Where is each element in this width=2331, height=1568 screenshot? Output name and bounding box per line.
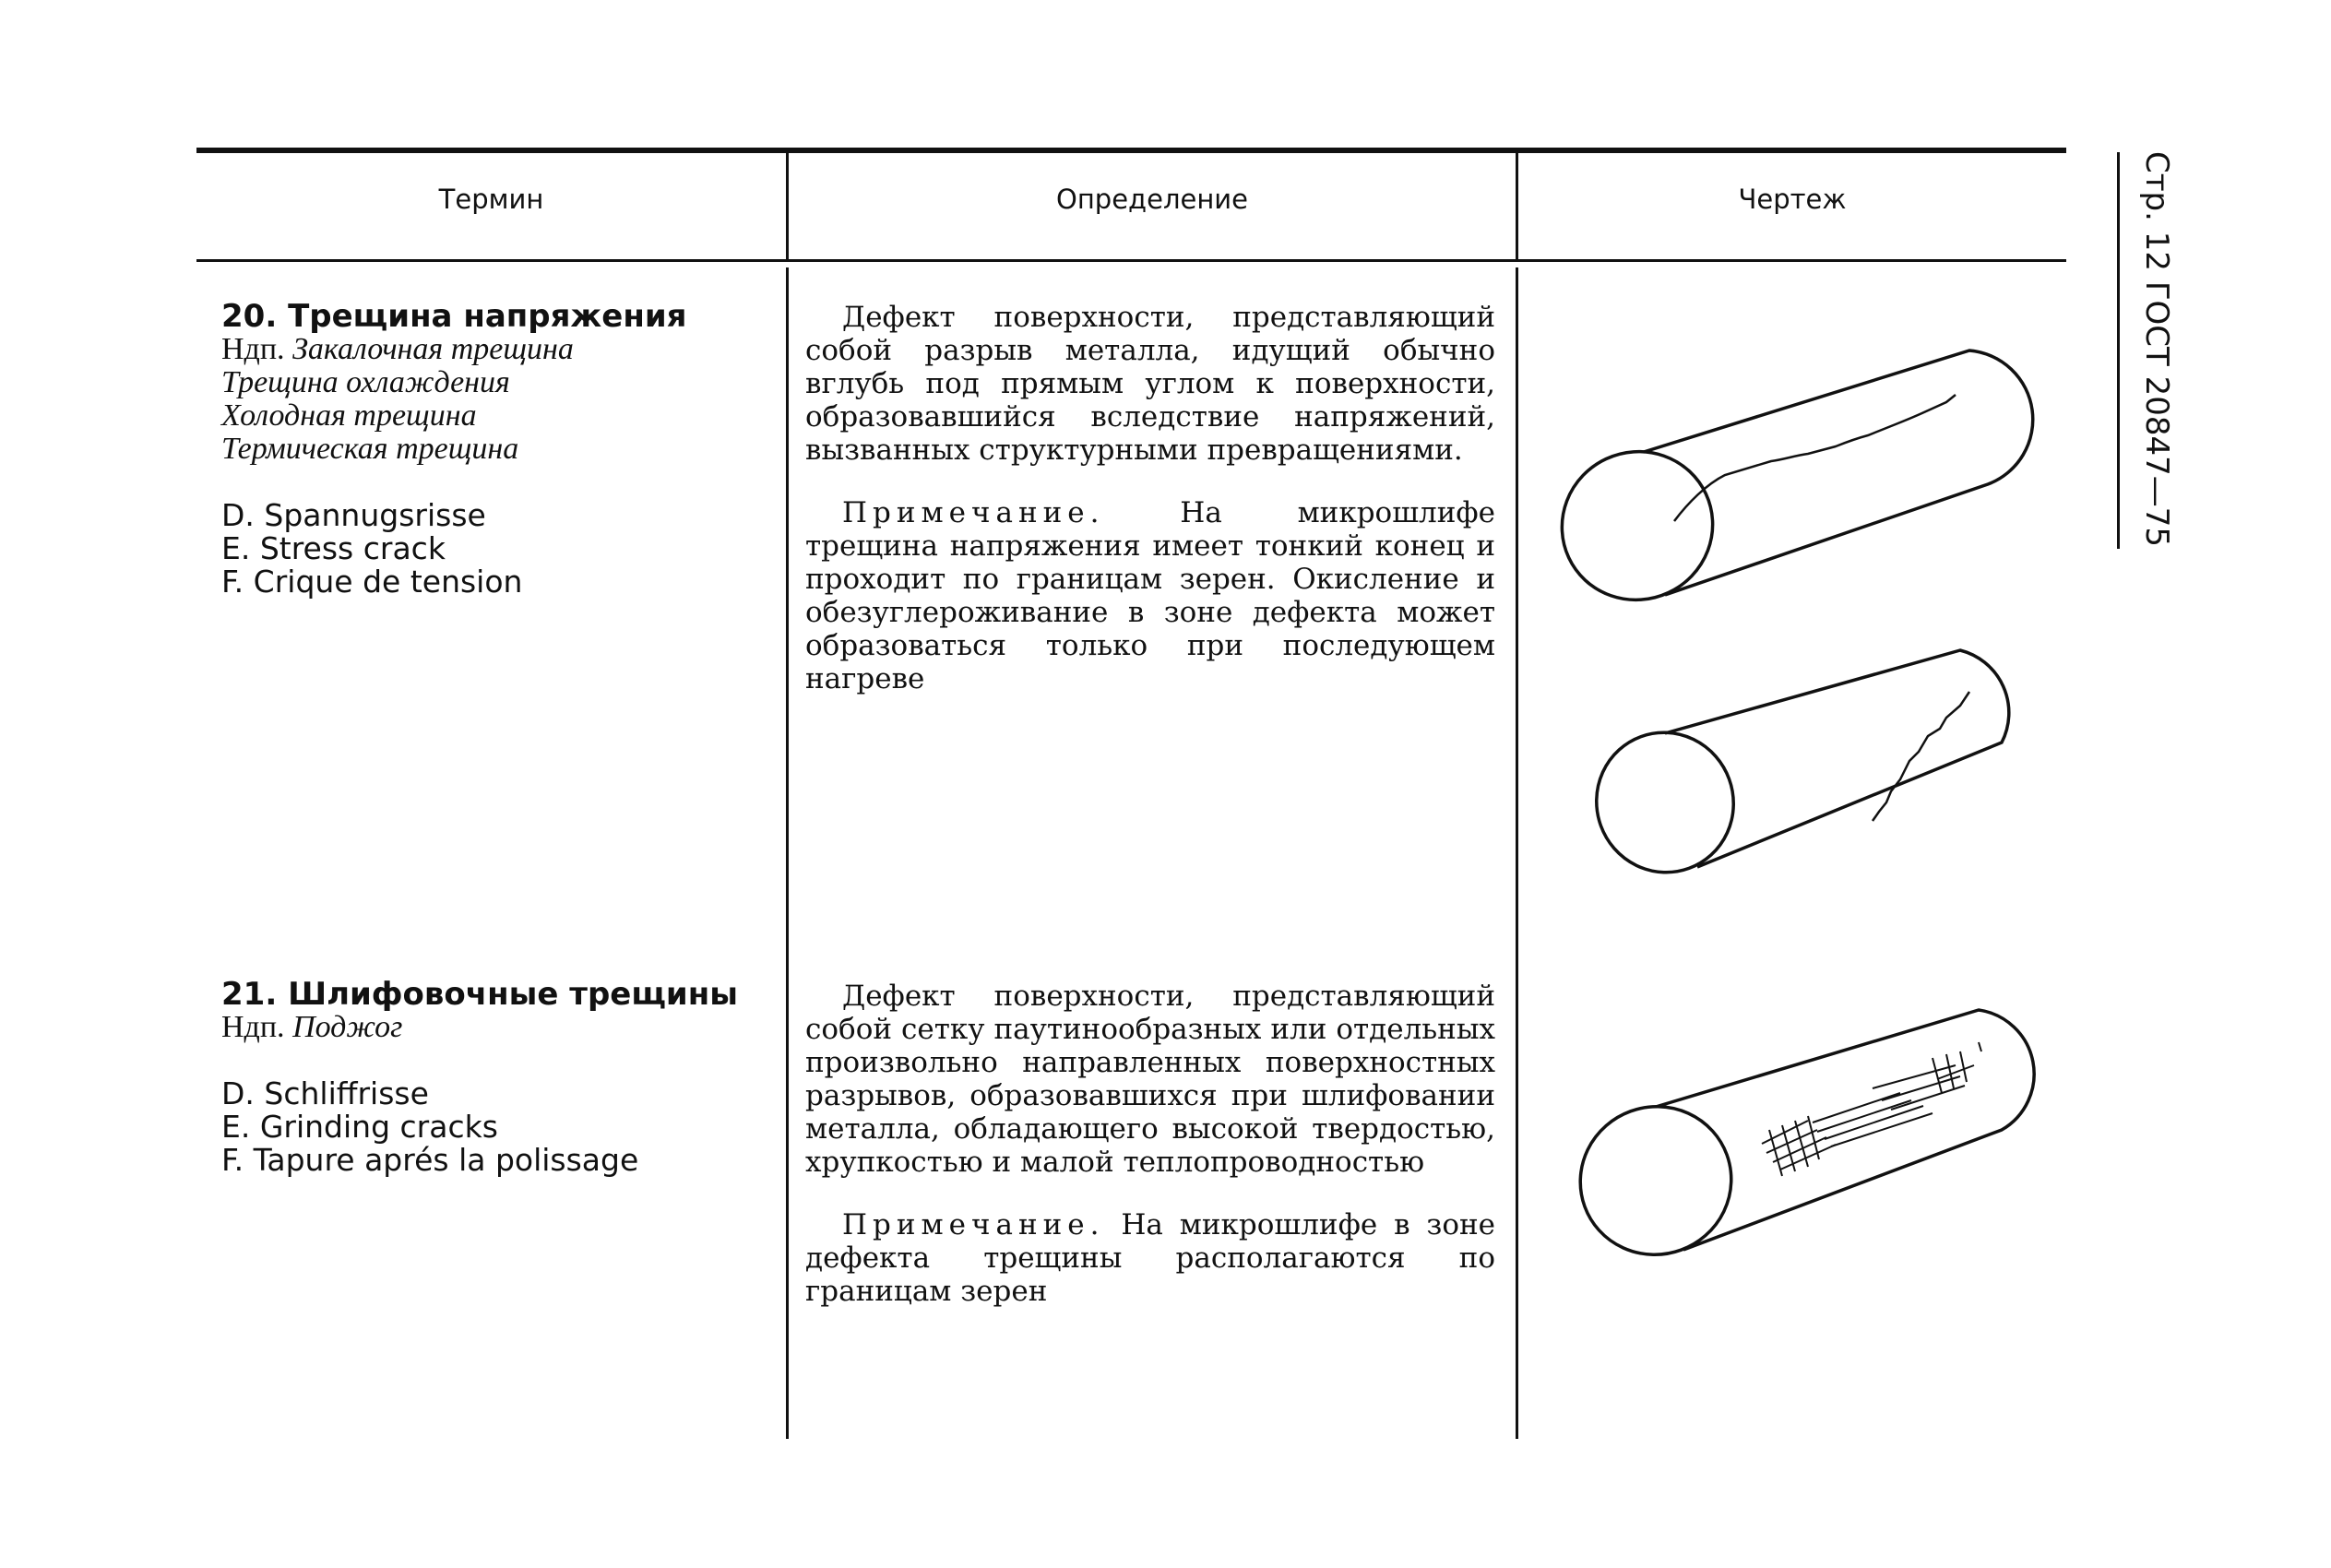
- column-divider-1-body: [786, 267, 789, 1439]
- term-title: 21. Шлифовочные трещины: [221, 976, 738, 1013]
- ndp-term: Поджог: [292, 1010, 403, 1044]
- cylinder-end-ellipse: [1576, 713, 1753, 891]
- note-text: На микрошлифе трещина напряжения имеет тонкий конец и проходит по границам зерен. Окисление и обезуглероживание в зоне дефекта может образоваться только при последующем нагреве: [805, 496, 1496, 695]
- note-label: Примечание.: [842, 496, 1105, 529]
- crack-network: [1762, 1042, 1981, 1176]
- foreign-term-en: E. Stress crack: [221, 530, 446, 566]
- ndp-term: Закалочная трещина: [292, 332, 574, 366]
- ndp-term: Трещина охлаждения: [221, 365, 510, 399]
- cylinder-body-outline: [1644, 350, 2033, 595]
- column-header-term: Термин: [438, 184, 544, 215]
- foreign-term-fr: F. Crique de tension: [221, 564, 523, 600]
- ndp-term: Термическая трещина: [221, 432, 519, 466]
- column-header-definition: Определение: [1056, 184, 1248, 215]
- term-title: 20. Трещина напряжения: [221, 298, 687, 335]
- definition-entry-21: [805, 980, 1495, 1308]
- crack-line: [1674, 395, 1956, 521]
- foreign-term-fr: F. Tapure aprés la polissage: [221, 1142, 639, 1178]
- column-divider-2-body: [1516, 267, 1518, 1439]
- crack-line: [1873, 692, 1969, 821]
- foreign-term-en: E. Grinding cracks: [221, 1109, 498, 1145]
- header-bottom-rule: [196, 259, 2066, 262]
- foreign-term-de: D. Schliffrisse: [221, 1075, 429, 1111]
- drawing-stress-crack-transverse: [1591, 636, 2034, 904]
- term-entry-21: [221, 978, 738, 1177]
- ndp-prefix: Ндп.: [221, 332, 285, 366]
- side-header-rule: [2117, 152, 2120, 549]
- note-label: Примечание.: [842, 1208, 1105, 1241]
- drawing-stress-crack-longitudinal: [1559, 332, 2039, 609]
- definition-text: Дефект поверхности, представляющий собой разрыв металла, идущий обычно вглубь под прямым углом к поверхности, образовавшийся вследствие напряжений, вызванных структурными превращениями.: [805, 301, 1495, 467]
- cylinder-end-ellipse: [1538, 427, 1737, 624]
- term-entry-20: [221, 300, 686, 599]
- ndp-prefix: Ндп.: [221, 1010, 285, 1044]
- foreign-term-de: D. Spannugsrisse: [221, 497, 486, 533]
- definition-entry-20: [805, 301, 1495, 695]
- page-running-header: Стр. 12 ГОСТ 20847—75: [2138, 151, 2175, 548]
- note-text: На микрошлифе в зоне дефекта трещины располагаются по границам зерен: [805, 1208, 1495, 1308]
- ndp-term: Холодная трещина: [221, 398, 477, 433]
- cylinder-end-ellipse: [1560, 1086, 1753, 1276]
- drawing-grinding-cracks: [1568, 1001, 2011, 1277]
- definition-text: Дефект поверхности, представляющий собой сетку паутинообразных или отдельных произвольно направленных поверхностных разрывов, образовавшихся при шлифовании металла, обладающего высокой твердостью, хрупкостью и малой теплопроводностью: [805, 980, 1495, 1179]
- table-top-rule: [196, 148, 2066, 153]
- column-header-drawing: Чертеж: [1738, 184, 1847, 215]
